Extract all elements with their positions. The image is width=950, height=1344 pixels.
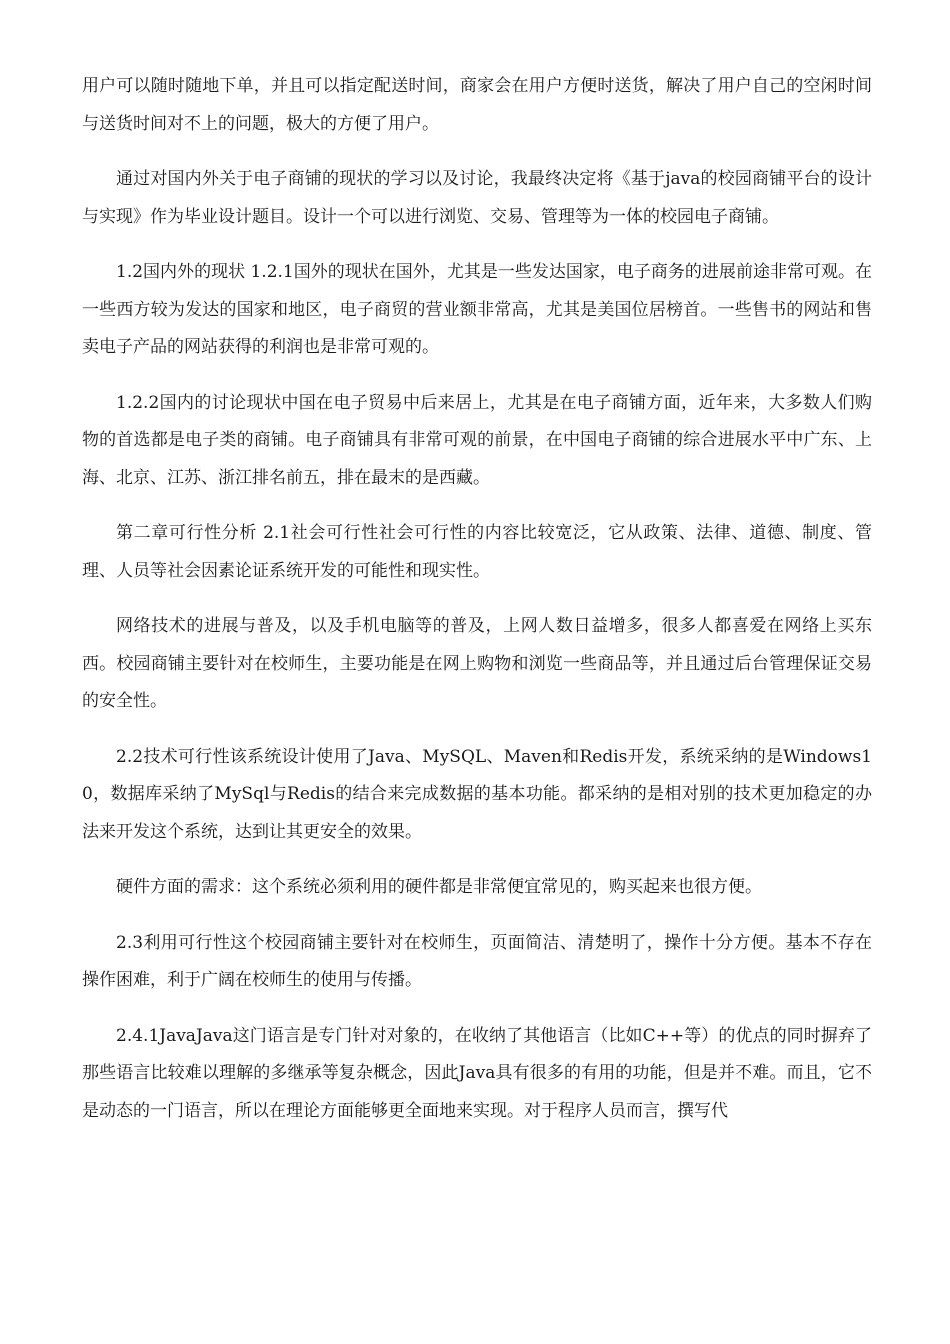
paragraph-5: 第二章可行性分析 2.1社会可行性社会可行性的内容比较宽泛，它从政策、法律、道德、制度、管理、人员等社会因素论证系统开发的可能性和现实性。 (82, 523, 872, 581)
paragraph-3: 1.2国内外的现状 1.2.1国外的现状在国外，尤其是一些发达国家，电子商务的进展前途非常可观。在一些西方较为发达的国家和地区，电子商贸的营业额非常高，尤其是美国位居榜首。一些售书的网站和售卖电子产品的网站获得的利润也是非常可观的。 (82, 262, 872, 357)
paragraph-9: 2.3利用可行性这个校园商铺主要针对在校师生，页面简洁、清楚明了，操作十分方便。基本不存在操作困难，利于广阔在校师生的使用与传播。 (82, 932, 872, 990)
paragraph-6: 网络技术的进展与普及，以及手机电脑等的普及，上网人数日益增多，很多人都喜爱在网络上买东西。校园商铺主要针对在校师生，主要功能是在网上购物和浏览一些商品等，并且通过后台管理保证交易的安全性。 (82, 616, 872, 711)
paragraph-1: 用户可以随时随地下单，并且可以指定配送时间，商家会在用户方便时送货，解决了用户自己的空闲时间与送货时间对不上的问题，极大的方便了用户。 (82, 76, 872, 134)
paragraph-2: 通过对国内外关于电子商铺的现状的学习以及讨论，我最终决定将《基于java的校园商铺平台的设计与实现》作为毕业设计题目。设计一个可以进行浏览、交易、管理等为一体的校园电子商铺。 (82, 169, 872, 227)
paragraph-8: 硬件方面的需求：这个系统必须利用的硬件都是非常便宜常见的，购买起来也很方便。 (116, 877, 762, 897)
paragraph-7: 2.2技术可行性该系统设计使用了Java、MySQL、Maven和Redis开发，系统采纳的是Windows10，数据库采纳了MySql与Redis的结合来完成数据的基本功能。都采纳的是相对别的技术更加稳定的办法来开发这个系统，达到让其更安全的效果。 (82, 746, 872, 842)
paragraph-4: 1.2.2国内的讨论现状中国在电子贸易中后来居上，尤其是在电子商铺方面，近年来，大多数人们购物的首选都是电子类的商铺。电子商铺具有非常可观的前景，在中国电子商铺的综合进展水平中广东、上海、北京、江苏、浙江排名前五，排在最末的是西藏。 (82, 392, 872, 488)
document-page (82, 68, 872, 1148)
paragraph-10: 2.4.1JavaJava这门语言是专门针对对象的，在收纳了其他语言（比如C++等）的优点的同时摒弃了那些语言比较难以理解的多继承等复杂概念，因此Java具有很多的有用的功能，但是并不难。而且，它不是动态的一门语言，所以在理论方面能够更全面地来实现。对于程序人员而言，撰写代 (82, 1025, 872, 1121)
